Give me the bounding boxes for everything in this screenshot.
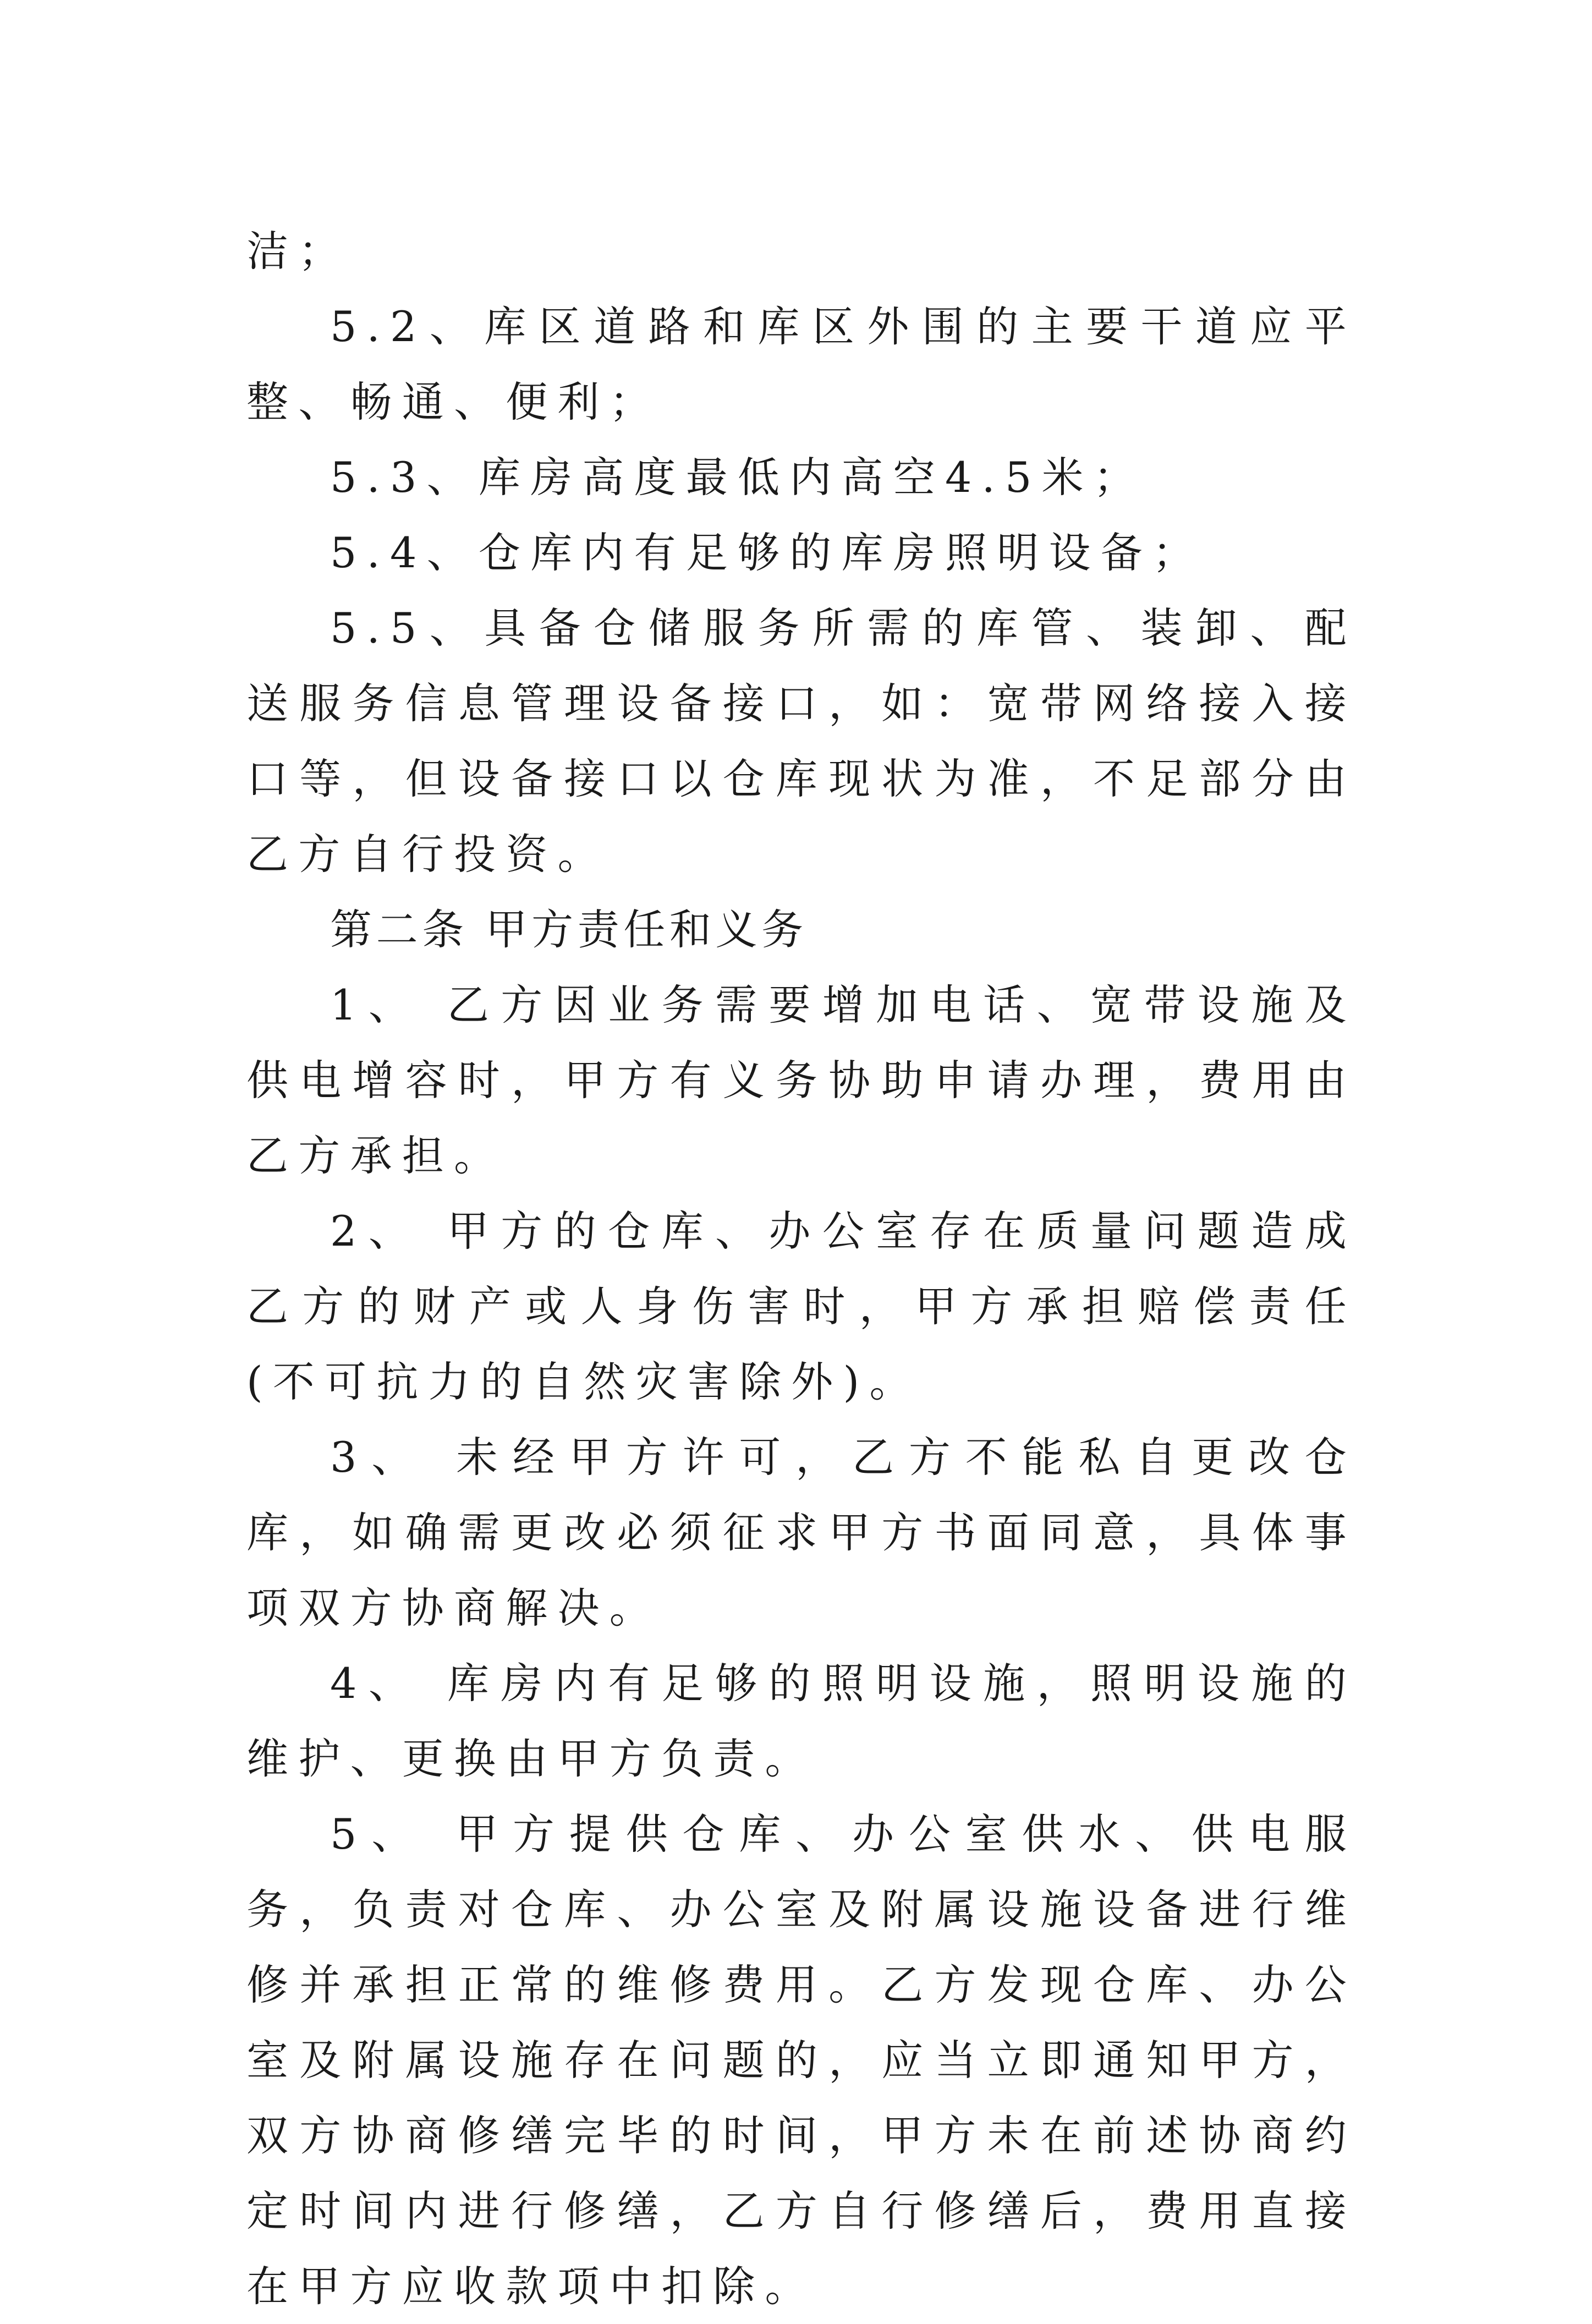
article-2-item-5: 5、 甲方提供仓库、办公室供水、供电服务，负责对仓库、办公室及附属设施设备进行维修并承担正常的维修费用。乙方发现仓库、办公室及附属设施存在问题的，应当立即通知甲方，双方协商修缮完毕的时间，甲方未在前述协商约定时间内进行修缮，乙方自行修缮后，费用直接在甲方应收款项中扣除。 <box>246 1810 1357 2311</box>
clause-5-5: 5.5、具备仓储服务所需的库管、装卸、配送服务信息管理设备接口，如：宽带网络接入接口等，但设备接口以仓库现状为准，不足部分由乙方自行投资。 <box>246 604 1357 879</box>
clause-5-4: 5.4、仓库内有足够的库房照明设备； <box>330 528 1205 577</box>
clause-5-2: 5.2、库区道路和库区外围的主要干道应平整、畅通、便利； <box>246 302 1357 426</box>
article-2-item-1: 1、 乙方因业务需要增加电话、宽带设施及供电增容时，甲方有义务协助申请办理，费用由乙方承担。 <box>246 980 1357 1180</box>
clause-5-3: 5.3、库房高度最低内高空4.5米； <box>330 453 1146 502</box>
article-2-item-3: 3、 未经甲方许可，乙方不能私自更改仓库，如确需更改必须征求甲方书面同意，具体事项双方协商解决。 <box>246 1433 1357 1632</box>
section-heading-article-2: 第二条 甲方责任和义务 <box>330 905 808 954</box>
paragraph-continuation: 洁； <box>246 227 350 276</box>
document-page <box>246 213 1357 2324</box>
article-2-item-4: 4、 库房内有足够的照明设施，照明设施的维护、更换由甲方负责。 <box>246 1659 1357 1783</box>
article-2-item-2: 2、 甲方的仓库、办公室存在质量问题造成乙方的财产或人身伤害时，甲方承担赔偿责任(不可抗力的自然灾害除外)。 <box>246 1207 1357 1406</box>
